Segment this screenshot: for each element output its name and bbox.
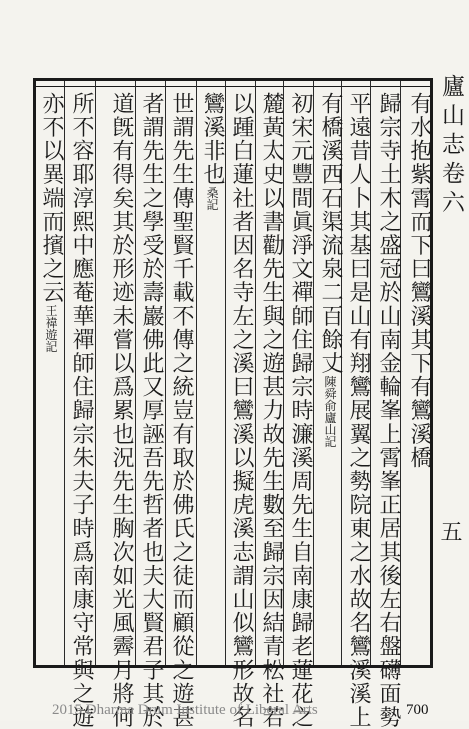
text-column-11: 道旣有得矣其於形迹未嘗以爲累也況先生胸次如光風霽月將何: [109, 92, 134, 729]
leaf-number: 五: [437, 520, 462, 542]
column-rule: [135, 81, 136, 665]
source-note: 桑記: [205, 186, 219, 211]
source-note: 王禕遊記: [44, 304, 58, 353]
copyright-watermark: 2015 Dharma Drum Institute of Liberal Arts: [52, 702, 318, 718]
column-rule: [313, 81, 314, 665]
page-number: 700: [406, 702, 429, 718]
running-header: [437, 74, 465, 219]
column-rule: [255, 81, 256, 665]
column-rule: [196, 81, 197, 665]
column-rule: [64, 81, 65, 665]
text-column-12: 所不容耶淳熙中應菴華禪師住歸宗朱夫子時爲南康守常與之遊: [69, 92, 94, 729]
volume-mark: 卷六: [438, 161, 464, 219]
column-rule: [225, 81, 226, 665]
frame-top-rule: [33, 86, 433, 87]
text-column-3: 平遠昔人卜其基曰是山有翔鸞展翼之勢院東之水故名鸞溪溪上: [346, 92, 371, 729]
text-column-7: 以踵白蓮社者因名寺左之溪曰鸞溪以擬虎溪志謂山似鸞形故名: [229, 92, 254, 729]
text-column-9: 世謂先生傳聖賢千載不傳之統豈有取於佛氏之徒而顧從之遊甚: [169, 92, 194, 729]
column-rule: [165, 81, 166, 665]
text-column-13: 亦不以異端而擯之云王禕遊記: [39, 92, 64, 353]
text-column-2: 歸宗寺土木之盛冠於山南金輪峯上霄峯正居其後左右盤礴面勢: [376, 92, 401, 729]
footer: [0, 702, 469, 721]
text-column-5: 初宋元豐間眞淨文禪師住歸宗時濂溪周先生自南康歸老蓮花之: [288, 92, 313, 729]
text-column-10: 者謂先生之學受於壽巖佛此又厚誣吾先哲者也夫大賢君子其於: [139, 92, 164, 729]
text-column-8: 鸞溪非也桑記: [200, 92, 225, 211]
text-column-6: 麓黃太史以書勸先生與之遊甚力故先生數至歸宗因結青松社若: [259, 92, 284, 729]
text-column-4: 有橋溪西石渠流泉二百餘丈陳舜俞廬山記: [318, 92, 343, 448]
source-note: 陳舜俞廬山記: [323, 375, 337, 448]
column-rule: [95, 81, 96, 665]
book-title: 廬山志: [438, 74, 464, 161]
text-column-1: 有水抱紫霄而下曰鸞溪其下有鸞溪橋: [407, 92, 432, 470]
